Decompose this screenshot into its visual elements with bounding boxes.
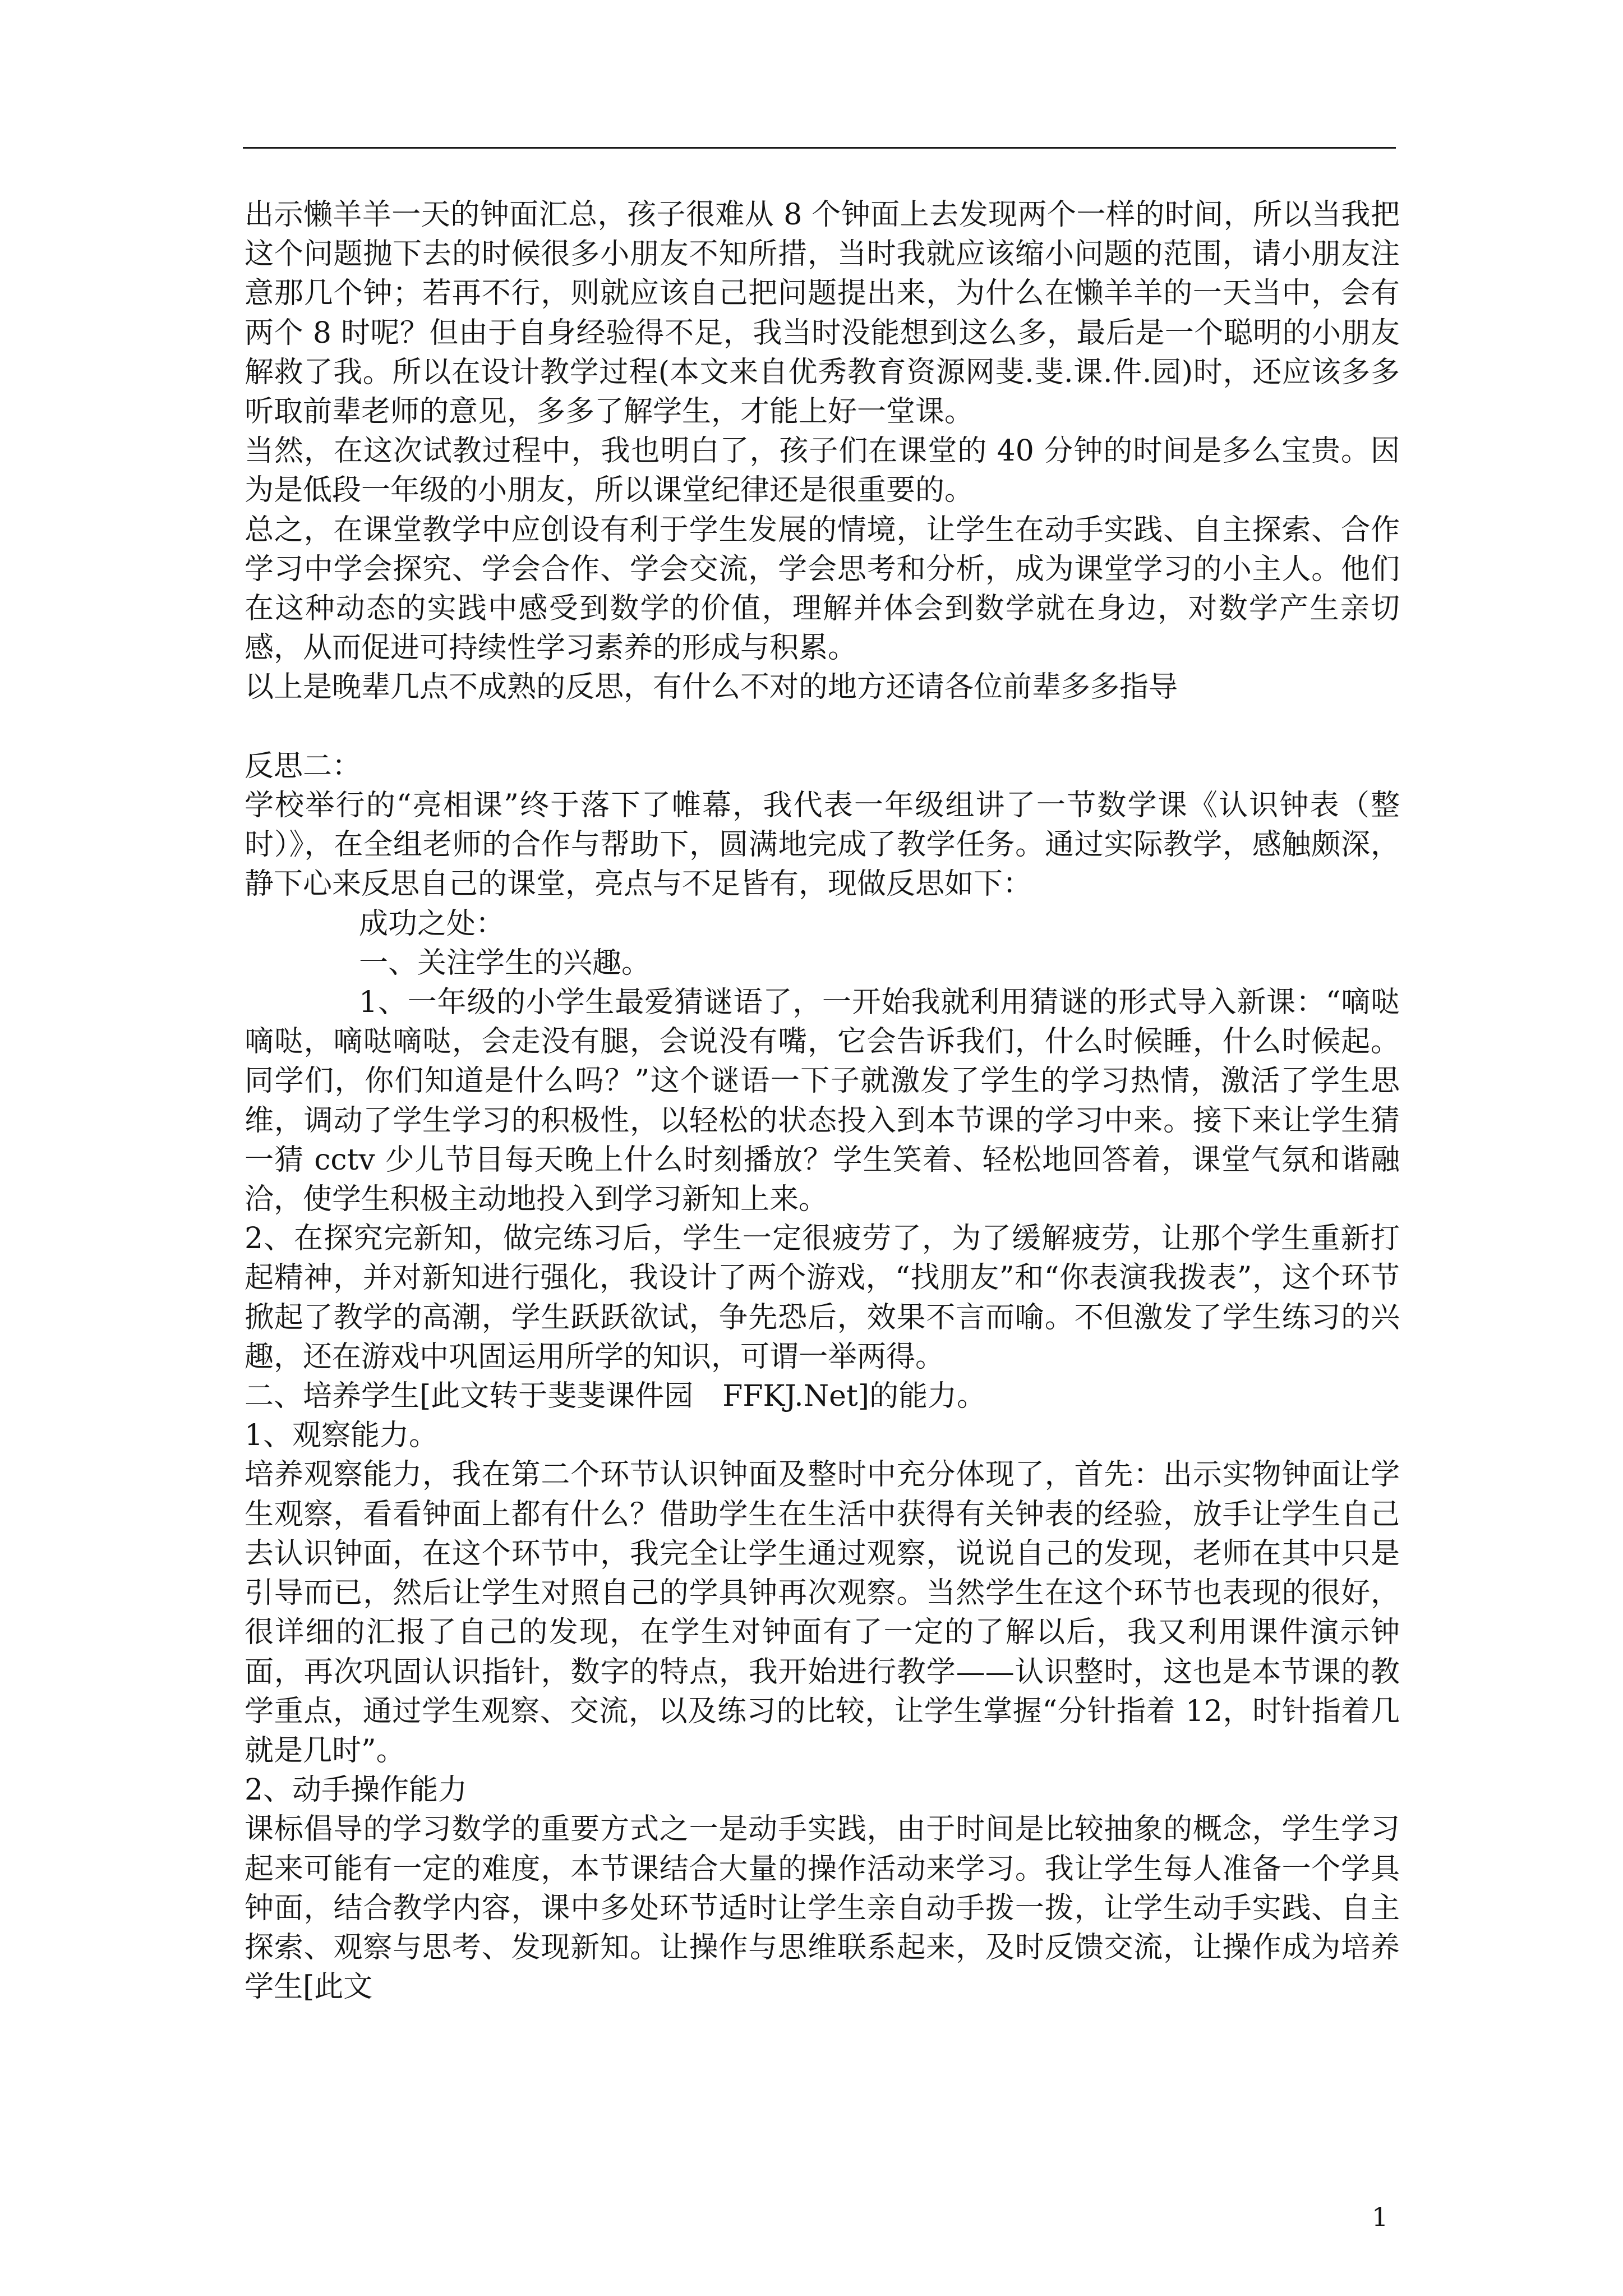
- subheading: 一、关注学生的兴趣。: [359, 946, 651, 980]
- subheading: 二、培养学生[此文转于斐斐课件园 FFKJ.Net]的能力。: [245, 1379, 986, 1414]
- subheading: 成功之处：: [359, 907, 505, 941]
- subheading: 1、观察能力。: [245, 1419, 439, 1453]
- paragraph: 学校举行的“亮相课”终于落下了帷幕，我代表一年级组讲了一节数学课《认识钟表（整时）》，在全组老师的合作与帮助下，圆满地完成了教学任务。通过实际教学，感触颇深，静下心来反思自己的课堂，亮点与不足皆有，现做反思如下：: [245, 789, 1400, 901]
- paragraph: 课标倡导的学习数学的重要方式之一是动手实践，由于时间是比较抽象的概念，学生学习起来可能有一定的难度，本节课结合大量的操作活动来学习。我让学生每人准备一个学具钟面，结合教学内容，课中多处环节适时让学生亲自动手拨一拨，让学生动手实践、自主探索、观察与思考、发现新知。让操作与思维联系起来，及时反馈交流，让操作成为培养学生[此文: [245, 1812, 1400, 2004]
- page-number: 1: [1372, 2202, 1389, 2232]
- paragraph: 1、一年级的小学生最爱猜谜语了，一开始我就利用猜谜的形式导入新课：“嘀哒嘀哒，嘀哒嘀哒，会走没有腿，会说没有嘴，它会告诉我们，什么时候睡，什么时候起。同学们，你们知道是什么吗？”这个谜语一下子就激发了学生的学习热情，激活了学生思维，调动了学生学习的积极性，以轻松的状态投入到本节课的学习中来。接下来让学生猜一猜 cctv 少儿节目每天晚上什么时刻播放？学生笑着、轻松地回答着，课堂气氛和谐融洽，使学生积极主动地投入到学习新知上来。: [245, 986, 1400, 1217]
- paragraph: 以上是晚辈几点不成熟的反思，有什么不对的地方还请各位前辈多多指导: [245, 670, 1178, 705]
- paragraph: 总之，在课堂教学中应创设有利于学生发展的情境，让学生在动手实践、自主探索、合作学习中学会探究、学会合作、学会交流，学会思考和分析，成为课堂学习的小主人。他们在这种动态的实践中感受到数学的价值，理解并体会到数学就在身边，对数学产生亲切感，从而促进可持续性学习素养的形成与积累。: [245, 513, 1400, 665]
- subheading: 2、动手操作能力: [245, 1773, 468, 1807]
- paragraph: 培养观察能力，我在第二个环节认识钟面及整时中充分体现了，首先：出示实物钟面让学生观察，看看钟面上都有什么？借助学生在生活中获得有关钟表的经验，放手让学生自己去认识钟面，在这个环节中，我完全让学生通过观察，说说自己的发现，老师在其中只是引导而已，然后让学生对照自己的学具钟再次观察。当然学生在这个环节也表现的很好，很详细的汇报了自己的发现，在学生对钟面有了一定的了解以后，我又利用课件演示钟面，再次巩固认识指针，数字的特点，我开始进行教学——认识整时，这也是本节课的教学重点，通过学生观察、交流，以及练习的比较，让学生掌握“分针指着 12，时针指着几就是几时”。: [245, 1458, 1400, 1768]
- blank-line: [245, 707, 1400, 747]
- header-rule: [243, 147, 1396, 149]
- body-text: [245, 195, 1400, 2007]
- paragraph: 出示懒羊羊一天的钟面汇总，孩子很难从 8 个钟面上去发现两个一样的时间，所以当我把这个问题抛下去的时候很多小朋友不知所措，当时我就应该缩小问题的范围，请小朋友注意那几个钟；若再不行，则就应该自己把问题提出来，为什么在懒羊羊的一天当中，会有两个 8 时呢？但由于自身经验得不足，我当时没能想到这么多，最后是一个聪明的小朋友解救了我。所以在设计教学过程(本文来自优秀教育资源网斐.斐.课.件.园)时，还应该多多听取前辈老师的意见，多多了解学生，才能上好一堂课。: [245, 198, 1400, 429]
- paragraph: 当然，在这次试教过程中，我也明白了，孩子们在课堂的 40 分钟的时间是多么宝贵。因为是低段一年级的小朋友，所以课堂纪律还是很重要的。: [245, 434, 1400, 508]
- paragraph: 2、在探究完新知，做完练习后，学生一定很疲劳了，为了缓解疲劳，让那个学生重新打起精神，并对新知进行强化，我设计了两个游戏，“找朋友”和“你表演我拨表”，这个环节掀起了教学的高潮，学生跃跃欲试，争先恐后，效果不言而喻。不但激发了学生练习的兴趣，还在游戏中巩固运用所学的知识，可谓一举两得。: [245, 1222, 1400, 1374]
- section-heading: 反思二：: [245, 749, 362, 783]
